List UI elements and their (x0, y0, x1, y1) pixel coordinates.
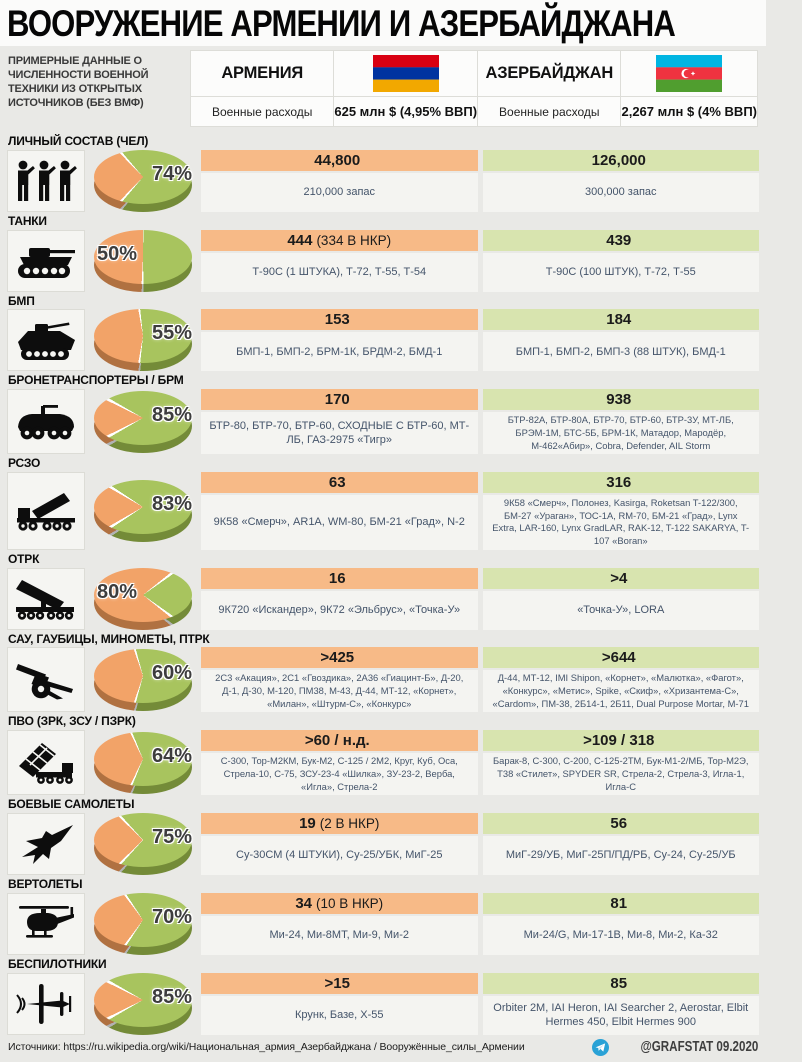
armenia-value-band: >425 (201, 647, 478, 668)
pie-chart (94, 893, 192, 955)
table-row (7, 973, 759, 1035)
azerbaijan-detail: БМП-1, БМП-2, БМП-3 (88 ШТУК), БМД-1 (483, 332, 760, 371)
ifv-icon (14, 318, 78, 362)
azerbaijan-detail: БТР-82А, БТР-80А, БТР-70, БТР-60, БТР-3У, МТ-ЛБ, БРЭМ-1М, БТС-5Б, БРМ-1К, Матадор, Мародёр, М-462«Абир», Cobra, Defender, AIL Storm (483, 412, 760, 454)
azerbaijan-value-band: 81 (483, 893, 760, 914)
source-note: ПРИМЕРНЫЕ ДАННЫЕ О ЧИСЛЕННОСТИ ВОЕННОЙ ТЕХНИКИ ИЗ ОТКРЫТЫХ ИСТОЧНИКОВ (БЕЗ ВМФ) (8, 55, 149, 110)
azerbaijan-value-band: >4 (483, 568, 760, 589)
armenia-value-band: 34 (10 В НКР) (201, 893, 478, 914)
azerbaijan-value-band: 439 (483, 230, 760, 251)
category-label: БРОНЕТРАНСПОРТЕРЫ / БРМ (8, 373, 184, 388)
armenia-value-band: 16 (201, 568, 478, 589)
armenia-value-band: 153 (201, 309, 478, 330)
sam-launcher-icon (14, 741, 78, 785)
armenia-detail: Су-30СМ (4 ШТУКИ), Су-25/УБК, МиГ-25 (201, 836, 478, 875)
soldiers-icon (14, 159, 78, 203)
pie-chart (94, 391, 192, 453)
armenia-value-band: 63 (201, 472, 478, 493)
azerbaijan-detail: Т-90С (100 ШТУК), Т-72, Т-55 (483, 253, 760, 292)
armenia-flag-icon (373, 55, 439, 92)
pie-chart (94, 649, 192, 711)
armenia-value-band: 19 (2 В НКР) (201, 813, 478, 834)
table-row (7, 472, 759, 550)
pie-chart (94, 973, 192, 1035)
pie-percent-label: 55% (151, 322, 192, 345)
pie-percent-label: 50% (97, 242, 138, 265)
apc-icon (14, 400, 78, 444)
row-block-personnel (7, 132, 759, 212)
category-label: ВЕРТОЛЕТЫ (8, 877, 83, 892)
azerbaijan-value-band: 938 (483, 389, 760, 410)
pie-percent-label: 85% (151, 403, 192, 426)
azerbaijan-flag-icon (656, 55, 722, 92)
mlrs-icon (14, 489, 78, 533)
sources-text: Источники: https://ru.wikipedia.org/wiki/Национальная_армия_Азербайджана / Вооружённые_силы_Армении (8, 1041, 525, 1054)
azerbaijan-detail: МиГ-29/УБ, МиГ-25П/ПД/РБ, Су-24, Су-25/УБ (483, 836, 760, 875)
armenia-value-band: 44,800 (201, 150, 478, 171)
azerbaijan-detail: Барак-8, С-300, С-200, С-125-2ТМ, Бук-М1-2/МБ, Тор-М2Э, Т38 «Стилет», SPYDER SR, Стрела-2, Стрела-3, Игла-1, Игла-С (483, 753, 760, 795)
pie-percent-label: 75% (151, 826, 192, 849)
table-row (7, 150, 759, 212)
azerbaijan-flag (621, 51, 757, 96)
pie-chart (94, 480, 192, 542)
category-label: БМП (8, 293, 35, 308)
pie-percent-label: 74% (151, 162, 192, 185)
armenia-detail: Ми-24, Ми-8МТ, Ми-9, Ми-2 (201, 916, 478, 955)
azerbaijan-detail: «Точка-У», LORA (483, 591, 760, 630)
armenia-value-band: >15 (201, 973, 478, 994)
row-block-air-defense (7, 712, 759, 795)
title-bar (0, 0, 766, 46)
armenia-name: АРМЕНИЯ (191, 51, 333, 96)
pie-chart (94, 309, 192, 371)
azerbaijan-value-band: 316 (483, 472, 760, 493)
table-row (7, 647, 759, 712)
category-label: РСЗО (8, 456, 41, 471)
pie-chart (94, 230, 192, 292)
telegram-icon (592, 1039, 609, 1056)
category-label: САУ, ГАУБИЦЫ, МИНОМЕТЫ, ПТРК (8, 631, 210, 646)
pie-chart (94, 150, 192, 212)
pie-chart (94, 732, 192, 794)
armenia-value-band: 170 (201, 389, 478, 410)
pie-percent-label: 85% (151, 985, 192, 1008)
table-row (7, 568, 759, 630)
armenia-detail: Т-90С (1 ШТУКА), Т-72, Т-55, Т-54 (201, 253, 478, 292)
armenia-detail: БТР-80, БТР-70, БТР-60, СХОДНЫЕ С БТР-60, МТ-ЛБ, ГАЗ-2975 «Тигр» (201, 412, 478, 454)
category-label: БЕСПИЛОТНИКИ (8, 956, 107, 971)
azerbaijan-detail: Ми-24/G, Ми-17-1В, Ми-8, Ми-2, Ка-32 (483, 916, 760, 955)
azerbaijan-detail: Д-44, МТ-12, IMI Shipon, «Корнет», «Малютка», «Фагот», «Конкурс», «Метис», Spike, «Скиф», «Хризантема-С», «Cardom», ПМ-38, 2Б14-1, 2Б11, Dual Purpose Mortar, М-71 (483, 670, 760, 712)
category-label: ОТРК (8, 551, 40, 566)
pie-percent-label: 64% (151, 744, 192, 767)
azerbaijan-expenses-label: Военные расходы (478, 97, 620, 126)
pie-percent-label: 70% (151, 905, 192, 928)
row-block-tanks (7, 212, 759, 292)
armenia-detail: 210,000 запас (201, 173, 478, 212)
armenia-detail: 2С3 «Акация», 2С1 «Гвоздика», 2А36 «Гиацинт-Б», Д-20, Д-1, Д-30, М-120, ПМ38, М-43, Д-44, МТ-12, «Корнет», «Милан», «Штурм-С», «Конкурс» (201, 670, 478, 712)
row-block-combat-aircraft (7, 795, 759, 875)
row-block-apc (7, 371, 759, 454)
helicopter-icon (14, 902, 78, 946)
azerbaijan-value-band: >644 (483, 647, 760, 668)
header-section (0, 46, 766, 132)
row-block-mlrs (7, 454, 759, 550)
azerbaijan-value-band: >109 / 318 (483, 730, 760, 751)
table-row (7, 730, 759, 795)
tank-icon (14, 239, 78, 283)
category-label: ЛИЧНЫЙ СОСТАВ (ЧЕЛ) (8, 134, 149, 148)
pie-percent-label: 80% (97, 580, 138, 603)
armenia-detail: БМП-1, БМП-2, БРМ-1К, БРДМ-2, БМД-1 (201, 332, 478, 371)
azerbaijan-value-band: 126,000 (483, 150, 760, 171)
azerbaijan-detail: 300,000 запас (483, 173, 760, 212)
azerbaijan-value-band: 85 (483, 973, 760, 994)
pie-percent-label: 83% (151, 492, 192, 515)
armenia-detail: Крунк, Базе, Х-55 (201, 996, 478, 1035)
author-credit (592, 1039, 758, 1056)
table-row (7, 230, 759, 292)
azerbaijan-expenses-value: 2,267 млн $ (4% ВВП) (621, 97, 757, 126)
page-title: ВООРУЖЕНИЕ АРМЕНИИ И АЗЕРБАЙДЖАНА (7, 3, 675, 44)
armenia-value-band: 444 (334 В НКР) (201, 230, 478, 251)
row-block-helicopters (7, 875, 759, 955)
azerbaijan-detail: Orbiter 2M, IAI Heron, IAI Searcher 2, Aerostar, Elbit Hermes 450, Elbit Hermes 900 (483, 996, 760, 1035)
ballistic-missile-launcher-icon (14, 577, 78, 621)
fighter-jet-icon (14, 822, 78, 866)
armenia-expenses-value: 625 млн $ (4,95% ВВП) (334, 97, 477, 126)
armenia-detail: 9К58 «Смерч», AR1A, WM-80, БМ-21 «Град», N-2 (201, 495, 478, 550)
armenia-flag (334, 51, 477, 96)
category-label: ТАНКИ (8, 213, 47, 228)
table-row (7, 389, 759, 454)
row-block-drones (7, 955, 759, 1035)
country-header-table (190, 50, 758, 127)
footer (0, 1035, 766, 1062)
category-label: БОЕВЫЕ САМОЛЕТЫ (8, 797, 135, 812)
pie-percent-label: 60% (151, 661, 192, 684)
drone-icon (14, 982, 78, 1026)
armenia-detail: С-300, Тор-М2КМ, Бук-М2, С-125 / 2М2, Круг, Куб, Оса, Стрела-10, С-75, ЗСУ-23-4 «Шилка», ЗУ-23-2, Верба, «Игла», Стрела-2 (201, 753, 478, 795)
row-block-otrk (7, 550, 759, 630)
credit-text: @GRAFSTAT 09.2020 (640, 1039, 758, 1056)
armenia-expenses-label: Военные расходы (191, 97, 333, 126)
azerbaijan-value-band: 184 (483, 309, 760, 330)
azerbaijan-name: АЗЕРБАЙДЖАН (478, 51, 620, 96)
azerbaijan-value-band: 56 (483, 813, 760, 834)
pie-chart (94, 813, 192, 875)
armenia-value-band: >60 / н.д. (201, 730, 478, 751)
table-row (7, 893, 759, 955)
table-row (7, 309, 759, 371)
armenia-detail: 9К720 «Искандер», 9К72 «Эльбрус», «Точка-У» (201, 591, 478, 630)
table-row (7, 813, 759, 875)
row-block-artillery (7, 630, 759, 713)
category-rows (0, 132, 766, 1035)
howitzer-icon (14, 658, 78, 702)
category-label: ПВО (ЗРК, ЗСУ / ПЗРК) (8, 714, 136, 729)
row-block-ifv (7, 292, 759, 372)
azerbaijan-detail: 9К58 «Смерч», Полонез, Kasirga, Roketsan T-122/300, БМ-27 «Ураган», ТОС-1А, RM-70, БМ-21 «Град», Lynx Extra, LAR-160, Lynx GradLAR, RAK-12, T-122 SAKARYA, T-107 «Boran» (483, 495, 760, 550)
pie-chart (94, 568, 192, 630)
